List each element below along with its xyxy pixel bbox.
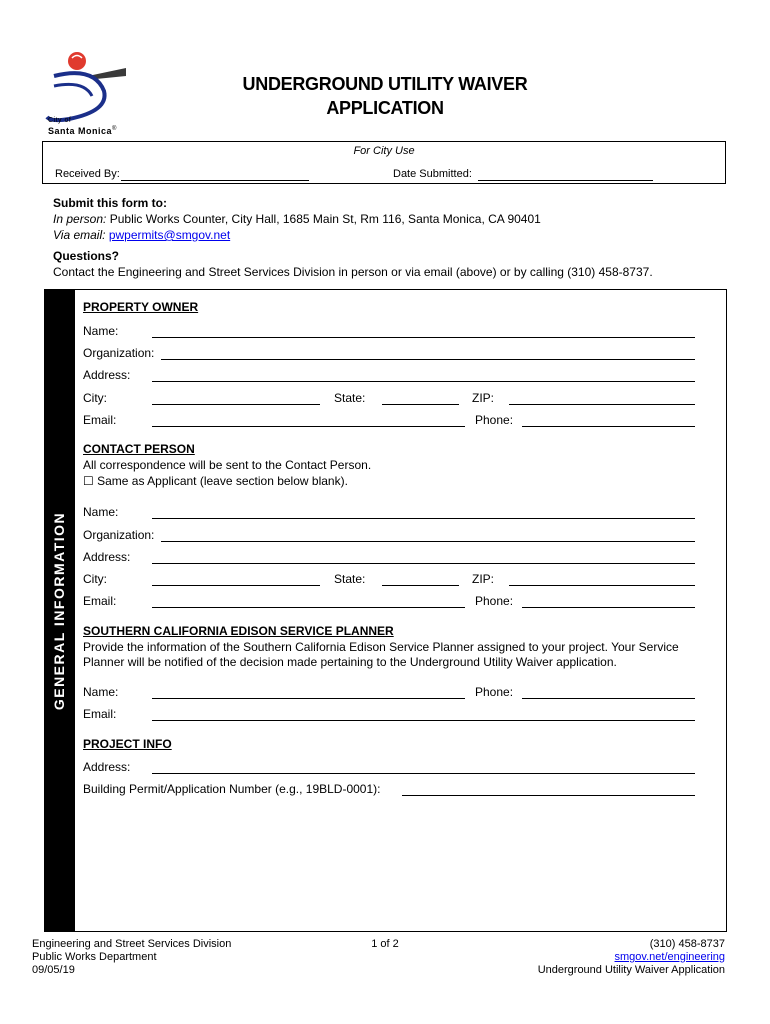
po-zip-label: ZIP: [472,391,495,405]
title-line-2: APPLICATION [326,98,444,118]
santa-monica-logo [44,46,140,138]
logo-city-of: City of [48,117,72,124]
cp-zip-field[interactable] [509,585,695,586]
pi-permit-label: Building Permit/Application Number (e.g., 19BLD-0001): [83,782,381,796]
sce-text-1: Provide the information of the Southern California Edison Service Planner assigned to your project. Your Service [83,640,679,654]
footer-website-link[interactable]: smgov.net/engineering [614,951,725,963]
general-information-section [44,289,727,932]
po-state-field[interactable] [382,404,459,405]
same-as-applicant-option[interactable] [83,473,348,489]
cp-phone-label: Phone: [475,594,514,608]
sce-name-field[interactable] [152,698,465,699]
cp-email-label: Email: [83,594,117,608]
footer-division: Engineering and Street Services Division [32,938,232,950]
received-by-label: Received By: [55,168,120,180]
email-link[interactable]: pwpermits@smgov.net [108,228,231,242]
footer-right [538,938,725,977]
cp-email-field[interactable] [152,607,465,608]
same-as-applicant-label: Same as Applicant (leave section below blank). [97,474,348,488]
footer-phone: (310) 458-8737 [649,938,725,950]
pi-permit-field[interactable] [402,795,695,796]
cp-organization-label: Organization: [83,528,155,542]
sce-email-field[interactable] [152,720,695,721]
property-owner-heading: PROPERTY OWNER [83,300,199,314]
cp-zip-label: ZIP: [472,572,495,586]
cp-city-field[interactable] [152,585,320,586]
sce-phone-label: Phone: [475,685,514,699]
submit-via-email: Via email: pwpermits@smgov.net [53,228,231,242]
sce-heading: SOUTHERN CALIFORNIA EDISON SERVICE PLANNER [83,624,394,638]
po-zip-field[interactable] [509,404,695,405]
po-city-field[interactable] [152,404,320,405]
po-address-label: Address: [83,368,131,382]
cp-state-field[interactable] [382,585,459,586]
cp-phone-field[interactable] [522,607,695,608]
contact-person-note: All correspondence will be sent to the Contact Person. [83,458,372,472]
po-organization-field[interactable] [161,359,695,360]
po-name-field[interactable] [152,337,695,338]
cp-organization-field[interactable] [161,541,695,542]
title-line-1: UNDERGROUND UTILITY WAIVER [242,74,528,94]
questions-text: Contact the Engineering and Street Services Division in person or via email (above) or by calling (310) 458-8737. [53,265,653,279]
po-name-label: Name: [83,324,119,338]
pi-address-label: Address: [83,760,131,774]
footer-left [32,938,231,977]
po-email-field[interactable] [152,426,465,427]
general-information-label: GENERAL INFORMATION [51,511,68,710]
checkbox-icon[interactable]: ☐ [83,474,94,488]
po-phone-label: Phone: [475,413,514,427]
submit-in-person: In person: Public Works Counter, City Hall, 1685 Main St, Rm 116, Santa Monica, CA 90401 [53,212,541,226]
cp-address-field[interactable] [152,563,695,564]
footer-doc-title: Underground Utility Waiver Application [537,964,725,976]
po-state-label: State: [334,391,366,405]
po-organization-label: Organization: [83,346,155,360]
date-submitted-field[interactable] [478,180,653,181]
sce-phone-field[interactable] [522,698,695,699]
pi-address-field[interactable] [152,773,695,774]
footer-page: 1 of 2 [371,938,399,950]
submit-heading: Submit this form to: [53,196,167,210]
city-use-box [42,141,726,184]
cp-name-field[interactable] [152,518,695,519]
po-address-field[interactable] [152,381,695,382]
project-info-heading: PROJECT INFO [83,737,172,751]
received-by-field[interactable] [121,180,309,181]
date-submitted-label: Date Submitted: [393,168,472,180]
po-phone-field[interactable] [522,426,695,427]
cp-address-label: Address: [83,550,131,564]
po-city-label: City: [83,391,107,405]
general-information-label-wrap [44,289,75,932]
footer-department: Public Works Department [32,951,157,963]
contact-person-heading: CONTACT PERSON [83,442,195,456]
sce-text-2: Planner will be notified of the decision made pertaining to the Underground Utility Waiver application. [83,655,617,669]
city-use-heading: For City Use [353,145,415,157]
questions-heading: Questions? [53,249,120,263]
sce-email-label: Email: [83,707,117,721]
sce-name-label: Name: [83,685,119,699]
po-email-label: Email: [83,413,117,427]
cp-city-label: City: [83,572,107,586]
cp-state-label: State: [334,572,366,586]
logo-city-name: Santa Monica® [48,126,117,136]
cp-name-label: Name: [83,505,119,519]
footer-date: 09/05/19 [32,964,75,976]
